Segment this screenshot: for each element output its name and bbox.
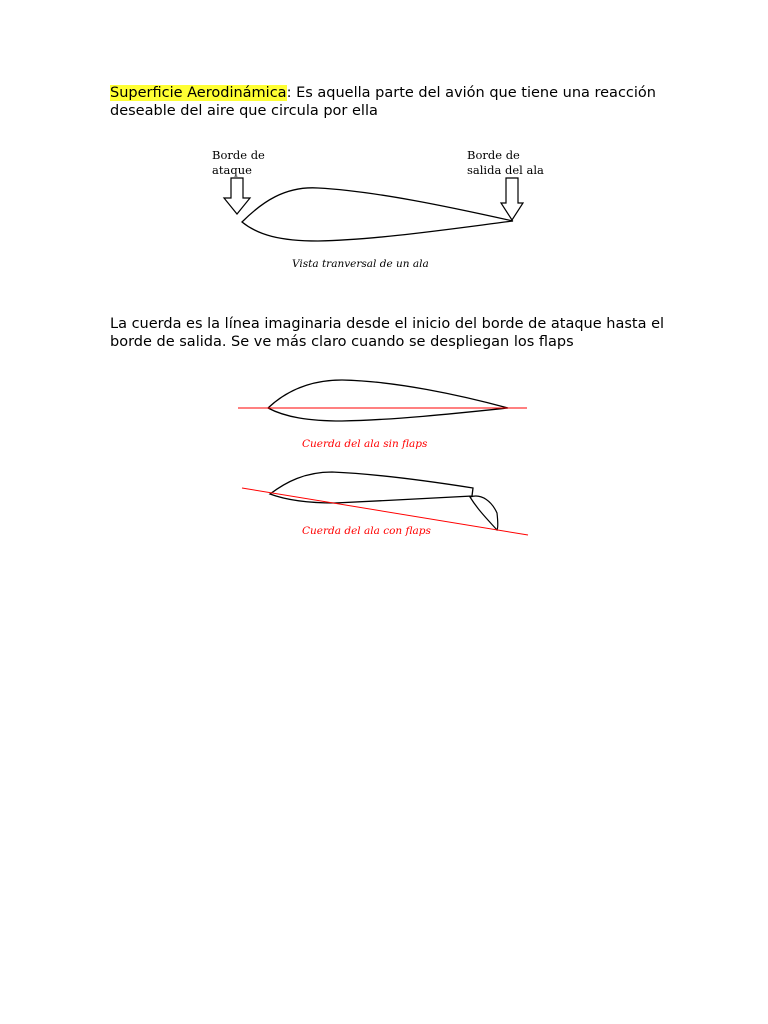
highlighted-term: Superficie Aerodinámica (110, 85, 287, 101)
airfoil-profile-with-flaps (270, 472, 473, 503)
paragraph-chord-definition: La cuerda es la línea imaginaria desde el inicio del borde de ataque hasta el borde de salida. Se ve más claro cuando se despliegan los flaps (110, 316, 665, 350)
paragraph-aerodynamic-surface (110, 84, 670, 120)
figure3-caption: Cuerda del ala con flaps (302, 525, 431, 537)
airfoil-profile-no-flaps (268, 380, 508, 421)
trailing-edge-arrow-icon (501, 178, 523, 220)
leading-edge-label-line1: Borde de (212, 148, 265, 162)
chord-without-flaps-figure (230, 368, 540, 458)
chord-with-flaps-figure (230, 460, 540, 550)
figure1-caption: Vista tranversal de un ala (292, 258, 429, 270)
leading-edge-arrow-icon (224, 178, 250, 214)
figure2-caption: Cuerda del ala sin flaps (302, 438, 428, 450)
airfoil-cross-section-figure (200, 140, 560, 280)
deployed-flap (470, 496, 498, 530)
trailing-edge-label-line1: Borde de (467, 148, 520, 162)
airfoil-profile (242, 188, 513, 241)
leading-edge-label-line2: ataque (212, 163, 252, 177)
trailing-edge-label-line2: salida del ala (467, 163, 544, 177)
definition-text: : Es aquella parte del avión que tiene una reacción deseable del aire que circula por ella (110, 85, 656, 119)
